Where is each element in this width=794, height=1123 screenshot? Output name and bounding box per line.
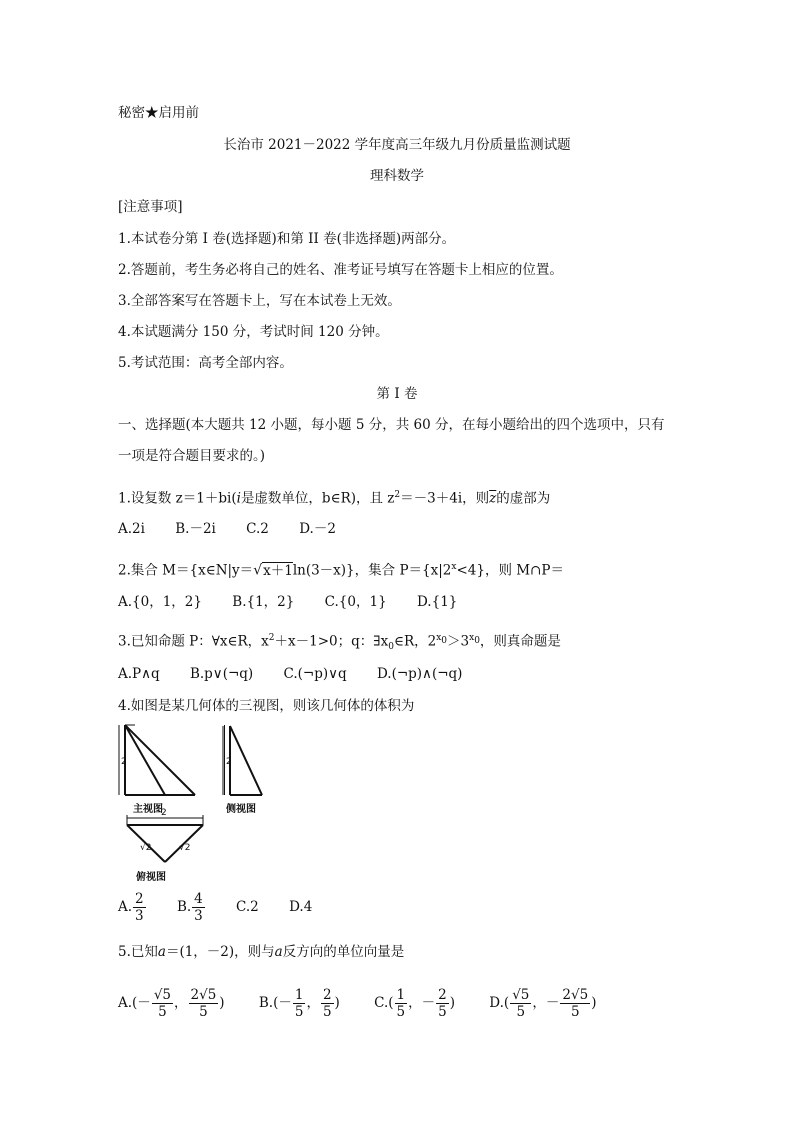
question-1-options	[118, 520, 362, 538]
question-5: 5.已知a＝(1，－2)，则与a反方向的单位向量是	[118, 944, 405, 960]
option-c[interactable]: C.{0，1}	[324, 594, 387, 610]
note-item: 1.本试卷分第 I 卷(选择题)和第 II 卷(非选择题)两部分。	[118, 231, 456, 247]
option-d[interactable]: D.(¬p)∧(¬q)	[376, 666, 463, 682]
front-view	[125, 725, 195, 795]
option-b[interactable]: B.－2i	[175, 521, 216, 537]
part-title: 第 I 卷	[376, 386, 418, 402]
option-b[interactable]: B. $\frac{4}{3}$	[176, 891, 203, 924]
section-instructions-cont: 一项是符合题目要求的。)	[118, 448, 266, 464]
top-left-edge-label: √2	[140, 843, 152, 853]
option-a[interactable]: A.(－ $\frac{√5}{5}$ ， $\frac{2√5}{5}$ )	[118, 987, 225, 1020]
option-a[interactable]: A. $\frac{2}{3}$	[118, 891, 144, 924]
vector-a: a	[157, 944, 166, 960]
note-item: 4.本试题满分 150 分，考试时间 120 分钟。	[118, 324, 389, 340]
question-4: 4.如图是某几何体的三视图，则该几何体的体积为	[118, 698, 415, 714]
option-d[interactable]: D.( $\frac{√5}{5}$ ，－ $\frac{2√5}{5}$ )	[489, 987, 597, 1020]
note-item: 5.考试范围：高考全部内容。	[118, 355, 293, 371]
section-instructions: 一、选择题(本大题共 12 小题，每小题 5 分，共 60 分，在每小题给出的四个选项中，只有	[118, 417, 665, 433]
question-2-options	[118, 593, 483, 611]
option-b[interactable]: B.p∨(¬q)	[189, 666, 254, 682]
top-width-label: 2	[161, 808, 167, 818]
secret-label: 秘密★启用前	[118, 105, 199, 121]
option-b[interactable]: B.{1，2}	[232, 594, 295, 610]
top-view-label: 俯视图	[136, 872, 166, 883]
option-c[interactable]: C.2	[246, 521, 269, 537]
front-view-label: 主视图	[133, 804, 163, 815]
front-height-label: 2	[121, 757, 127, 767]
side-view-label: 侧视图	[226, 804, 256, 815]
question-5-options	[118, 985, 596, 1021]
side-height-label: 2	[226, 757, 232, 767]
option-b[interactable]: B.(－ $\frac{1}{5}$ ， $\frac{2}{5}$ )	[258, 987, 340, 1020]
question-1: 1.设复数 z＝1＋bi(i是虚数单位，b∈R)，且 $z^2=-3+4i$，则$\overline{z}$的虚部为	[118, 490, 551, 507]
vector-a: a	[274, 944, 283, 960]
option-c[interactable]: C.( $\frac{1}{5}$ ，－ $\frac{2}{5}$ )	[374, 987, 455, 1020]
question-3: 3.已知命题 P：∀x∈R，$x^2+x-1>0$；q：$\exists x_0\in R$，$2^{x_0}>3^{x_0}$，则真命题是	[118, 633, 561, 653]
option-d[interactable]: D.4	[289, 899, 313, 915]
option-d[interactable]: D.{1}	[416, 594, 458, 610]
z-conjugate: $\overline{z}$	[489, 490, 497, 507]
option-a[interactable]: A.P∧q	[118, 666, 160, 682]
note-item: 3.全部答案写在答题卡上，写在本试卷上无效。	[118, 293, 401, 309]
three-view-figure	[115, 720, 225, 885]
option-c[interactable]: C.2	[236, 899, 259, 915]
question-2: 2.集合 M＝{x∈N|y＝√x＋1ln(3－x)}，集合 $P=\{x|2^x<4\}$，则 M∩P＝	[118, 562, 564, 579]
question-4-options	[118, 890, 338, 924]
option-a[interactable]: A.{0，1，2}	[118, 594, 202, 610]
option-d[interactable]: D.－2	[299, 521, 336, 537]
option-c[interactable]: C.(¬p)∨q	[283, 666, 347, 682]
subject-title: 理科数学	[370, 168, 424, 184]
notes-heading: [注意事项]	[118, 199, 183, 215]
option-a[interactable]: A.2i	[118, 521, 145, 537]
exam-title: 长治市 2021－2022 学年度高三年级九月份质量监测试题	[223, 137, 571, 153]
question-3-options	[118, 665, 488, 683]
note-item: 2.答题前，考生务必将自己的姓名、准考证号填写在答题卡上相应的位置。	[118, 262, 563, 278]
top-view	[127, 825, 203, 862]
top-right-edge-label: √2	[179, 843, 191, 853]
